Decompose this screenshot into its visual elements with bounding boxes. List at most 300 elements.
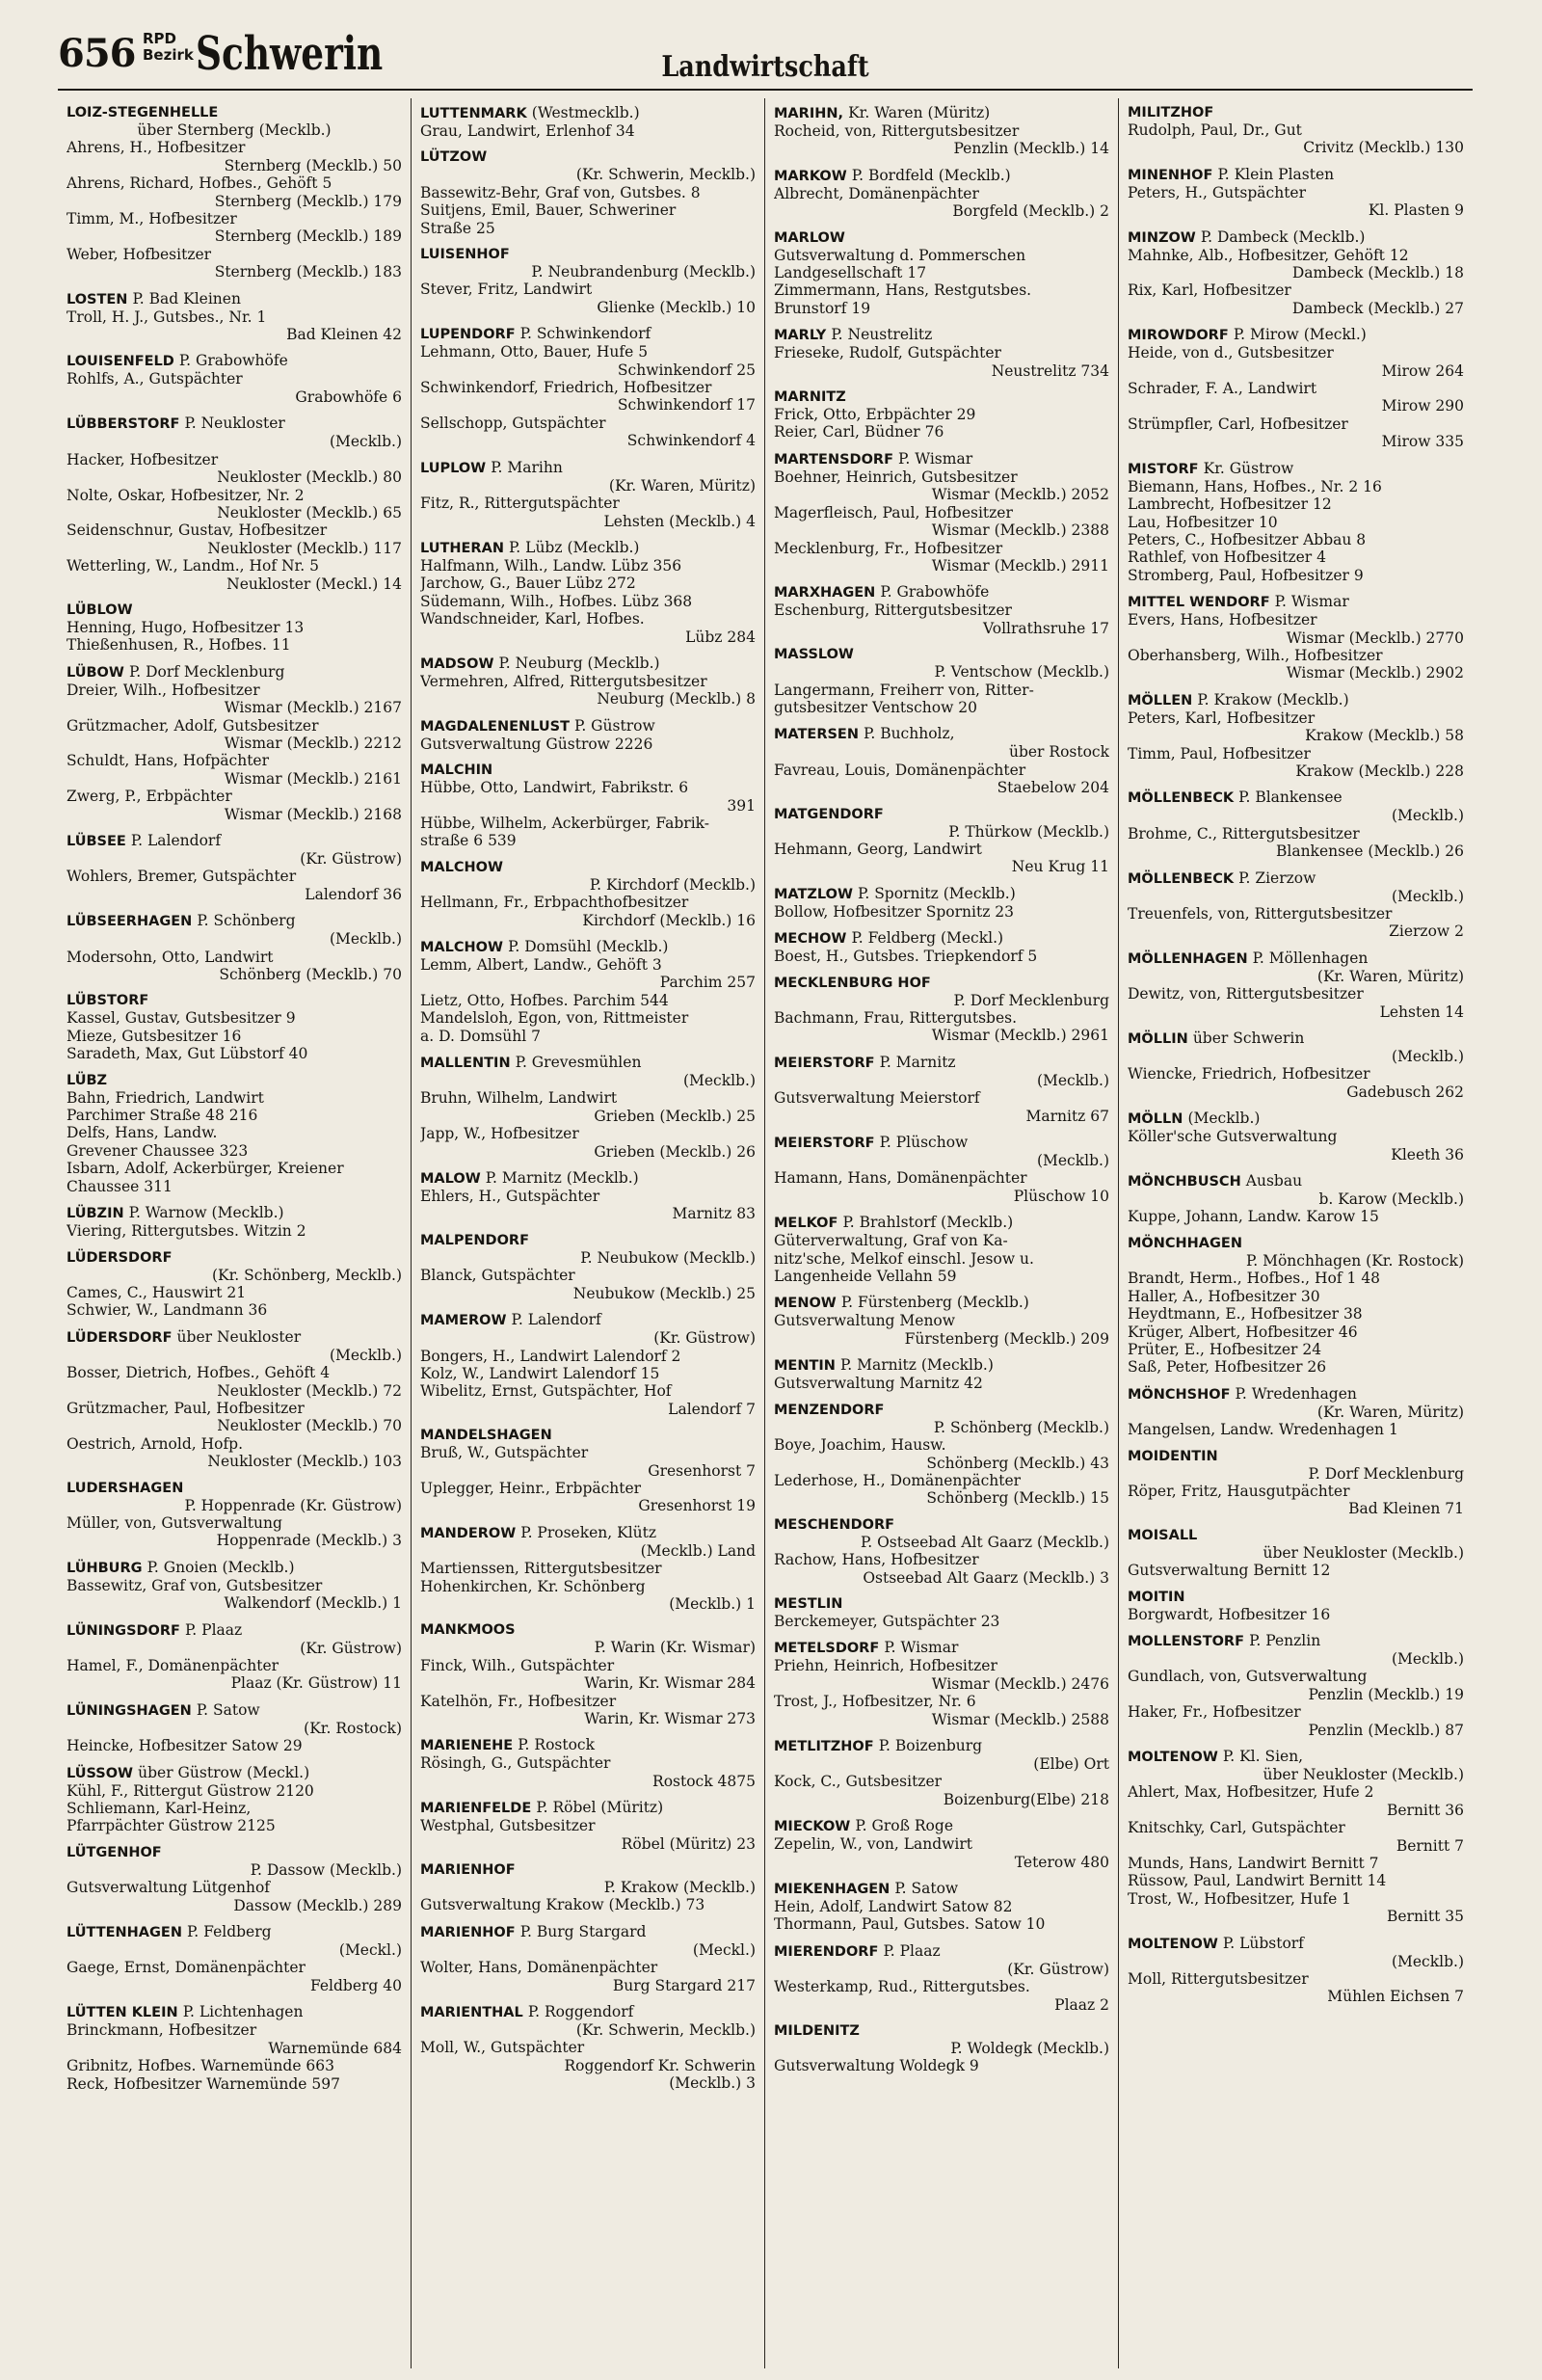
- entry-line: Wetterling, W., Landm., Hof Nr. 5: [66, 557, 319, 575]
- entry-line: Hehmann, Georg, Landwirt: [774, 840, 982, 858]
- directory-entry: [66, 1621, 402, 1693]
- directory-entry: [1128, 1172, 1464, 1226]
- post-office: P. Grabowhöfe: [880, 583, 990, 602]
- place-heading: [774, 1402, 1109, 1419]
- directory-entry: [420, 1923, 756, 1994]
- entry-line: Peters, Karl, Hofbesitzer: [1128, 709, 1316, 727]
- entry-line: Brinckmann, Hofbesitzer: [66, 2021, 257, 2040]
- directory-entry: [420, 246, 756, 316]
- entry-line: Schliemann, Karl-Heinz,: [66, 1800, 252, 1818]
- post-office: P. Feldberg: [187, 1923, 272, 1941]
- entry-line: P. Schönberg (Mecklb.): [933, 1418, 1109, 1436]
- place-heading: [774, 1054, 1109, 1072]
- place-heading: [774, 885, 1109, 903]
- entry-line: Müller, von, Gutsverwaltung: [66, 1513, 282, 1532]
- post-office: P. Fürstenberg (Mecklb.): [840, 1294, 1029, 1312]
- page-header: [58, 29, 1473, 91]
- entry-line: Penzlin (Mecklb.) 14: [953, 140, 1109, 158]
- entry-line: Grützmacher, Paul, Hofbesitzer: [66, 1399, 305, 1417]
- place-name: MARTENSDORF: [774, 451, 893, 468]
- post-office: P. Schönberg: [197, 912, 296, 930]
- directory-entry: [66, 832, 402, 903]
- entry-line: Jarchow, G., Bauer Lübz 272: [420, 575, 636, 593]
- entry-line: Marnitz 83: [672, 1205, 756, 1223]
- directory-entry: [1128, 1589, 1464, 1623]
- entry-line: Hübbe, Wilhelm, Ackerbürger, Fabrik-: [420, 814, 710, 832]
- entry-line: (Mecklb.): [1391, 1649, 1464, 1668]
- entry-line: Sellschopp, Gutspächter: [420, 414, 606, 432]
- entry-line: Lalendorf 36: [305, 885, 402, 903]
- post-office: P. Lalendorf: [130, 832, 222, 849]
- directory-entry: [1128, 1110, 1464, 1163]
- place-name: MELKOF: [774, 1216, 838, 1232]
- entry-line: Mirow 264: [1381, 361, 1464, 380]
- place-heading: [1128, 691, 1464, 709]
- entry-line: Eschenburg, Rittergutsbesitzer: [774, 602, 1012, 620]
- place-name: MENOW: [774, 1296, 837, 1312]
- entry-line: Kirchdorf (Mecklb.) 16: [582, 911, 756, 929]
- place-name: METELSDORF: [774, 1641, 880, 1657]
- place-heading: [1128, 1030, 1464, 1048]
- entry-line: Lambrecht, Hofbesitzer 12: [1128, 495, 1332, 514]
- entry-line: Schwinkendorf 17: [617, 396, 756, 414]
- entry-line: (Elbe) Ort: [1033, 1754, 1109, 1773]
- entry-line: Grau, Landwirt, Erlenhof 34: [420, 122, 635, 140]
- place-heading: [420, 762, 756, 779]
- place-heading: [66, 414, 402, 433]
- place-name: MEIERSTORF: [774, 1136, 875, 1152]
- directory-entry: [66, 414, 402, 593]
- entry-line: Oestrich, Arnold, Hofp.: [66, 1434, 244, 1453]
- place-name: MESCHENDORF: [774, 1516, 895, 1533]
- directory-entry: [66, 2003, 402, 2093]
- place-heading: [774, 806, 1109, 823]
- place-heading: [66, 1204, 402, 1222]
- entry-line: Halfmann, Wilh., Landw. Lübz 356: [420, 556, 682, 575]
- entry-line: Cames, C., Hauswirt 21: [66, 1283, 247, 1301]
- entry-line: Gutsverwaltung Meierstorf: [774, 1089, 980, 1108]
- entry-line: Lemm, Albert, Landw., Gehöft 3: [420, 956, 662, 974]
- entry-line: Finck, Wilh., Gutspächter: [420, 1656, 615, 1674]
- place-name: MARKOW: [774, 168, 847, 184]
- entry-line: Bollow, Hofbesitzer Spornitz 23: [774, 902, 1015, 921]
- post-office: P. Grabowhöfe: [178, 352, 288, 370]
- entry-line: (Kr. Rostock): [304, 1719, 402, 1737]
- entry-line: Neukloster (Mecklb.) 117: [207, 539, 402, 557]
- post-office: P. Lübz (Mecklb.): [509, 538, 640, 556]
- place-name: METLITZHOF: [774, 1738, 874, 1754]
- entry-line: Schwinkendorf 4: [626, 432, 756, 450]
- entry-line: straße 6 539: [420, 832, 517, 850]
- post-office: P. Zierzow: [1238, 869, 1316, 887]
- place-name: MOISALL: [1128, 1527, 1198, 1543]
- post-office: P. Marnitz: [879, 1053, 956, 1071]
- place-heading: [420, 459, 756, 477]
- place-name: MARIENTHAL: [420, 2005, 523, 2021]
- place-name: MARIENFELDE: [420, 1801, 532, 1817]
- directory-entry: [420, 1232, 756, 1302]
- entry-line: Neukloster (Mecklb.) 70: [217, 1417, 402, 1435]
- directory-entry: [1128, 593, 1464, 682]
- entry-line: Köller'sche Gutsverwaltung: [1128, 1128, 1338, 1146]
- entry-line: Zwerg, P., Erbpächter: [66, 788, 232, 806]
- place-heading: [774, 1595, 1109, 1613]
- place-heading: [66, 602, 402, 619]
- entry-line: Penzlin (Mecklb.) 19: [1308, 1685, 1464, 1703]
- place-heading: [774, 1737, 1109, 1755]
- entry-line: (Kr. Waren, Müritz): [1316, 967, 1464, 985]
- entry-line: Heydtmann, E., Hofbesitzer 38: [1128, 1305, 1363, 1324]
- entry-line: Parchimer Straße 48 216: [66, 1107, 258, 1125]
- entry-line: Henning, Hugo, Hofbesitzer 13: [66, 618, 305, 636]
- place-name: LÜBOW: [66, 664, 124, 681]
- entry-line: Röper, Fritz, Hausgutpächter: [1128, 1482, 1350, 1500]
- entry-line: Mandelsloh, Egon, von, Rittmeister: [420, 1009, 689, 1028]
- entry-line: Ehlers, H., Gutspächter: [420, 1188, 600, 1206]
- directory-entry: [774, 725, 1109, 796]
- entry-line: Wibelitz, Ernst, Gutspächter, Hof: [420, 1382, 672, 1401]
- post-office: Kr. Waren (Müritz): [848, 104, 991, 121]
- entry-line: Neukloster (Mecklb.) 80: [217, 468, 402, 487]
- entry-line: Gundlach, von, Gutsverwaltung: [1128, 1668, 1368, 1686]
- column-4: [1119, 98, 1473, 2368]
- place-heading: [66, 352, 402, 370]
- directory-entry: [774, 1942, 1109, 2014]
- place-name: LÜBLOW: [66, 602, 133, 618]
- entry-line: Hohenkirchen, Kr. Schönberg: [420, 1577, 646, 1595]
- entry-line: Warin, Kr. Wismar 273: [584, 1710, 756, 1727]
- place-heading: [774, 725, 1109, 743]
- entry-line: Mahnke, Alb., Hofbesitzer, Gehöft 12: [1128, 246, 1409, 264]
- place-name: LOIZ-STEGENHELLE: [66, 105, 219, 120]
- place-heading: [774, 1516, 1109, 1534]
- entry-line: (Kr. Waren, Müritz): [1316, 1403, 1464, 1421]
- entry-line: (Mecklb.): [1036, 1071, 1109, 1089]
- post-office: P. Neukloster: [184, 414, 285, 433]
- entry-line: P. Krakow (Mecklb.): [603, 1879, 756, 1897]
- entry-line: Weber, Hofbesitzer: [66, 245, 212, 263]
- place-name: MÖLLN: [1128, 1111, 1183, 1128]
- entry-line: Lehsten 14: [1379, 1003, 1464, 1021]
- place-name: LÜBBERSTORF: [66, 416, 180, 433]
- place-name: LÜSSOW: [66, 1765, 134, 1781]
- entry-line: Hein, Adolf, Landwirt Satow 82: [774, 1898, 1013, 1915]
- place-name: MECHOW: [774, 931, 847, 948]
- entry-line: Warnemünde 684: [268, 2039, 402, 2057]
- entry-line: Stever, Fritz, Landwirt: [420, 281, 593, 299]
- post-office: P. Boizenburg: [878, 1736, 983, 1754]
- post-office: P. Proseken, Klütz: [520, 1523, 657, 1541]
- place-heading: [774, 975, 1109, 992]
- entry-line: Grevener Chaussee 323: [66, 1141, 249, 1160]
- entry-line: Glienke (Mecklb.) 10: [597, 298, 756, 316]
- directory-entry: [774, 1817, 1109, 1871]
- entry-line: Sternberg (Mecklb.) 179: [214, 192, 402, 210]
- place-heading: [420, 1232, 756, 1249]
- place-name: MATZLOW: [774, 886, 853, 902]
- entry-line: Rösingh, G., Gutspächter: [420, 1754, 611, 1773]
- entry-line: P. Dorf Mecklenburg: [1308, 1464, 1464, 1483]
- column-3: [765, 98, 1119, 2368]
- entry-line: Reck, Hofbesitzer Warnemünde 597: [66, 2074, 340, 2093]
- entry-line: Kleeth 36: [1391, 1145, 1464, 1163]
- place-heading: [66, 832, 402, 850]
- directory-entry: [1128, 460, 1464, 584]
- entry-line: Rocheid, von, Rittergutsbesitzer: [774, 122, 1020, 140]
- entry-line: Zepelin, W., von, Landwirt: [774, 1835, 973, 1854]
- directory-entry: [420, 1861, 756, 1914]
- entry-line: (Mecklb.) Land: [640, 1541, 756, 1560]
- entry-line: Hamel, F., Domänenpächter: [66, 1657, 279, 1674]
- place-heading: [66, 104, 402, 121]
- post-office: P. Wismar: [1274, 593, 1349, 611]
- post-office: P. Bordfeld (Mecklb.): [851, 166, 1011, 184]
- place-name: MÖNCHBUSCH: [1128, 1174, 1241, 1190]
- entry-line: Zierzow 2: [1389, 923, 1464, 941]
- place-heading: [420, 1799, 756, 1817]
- place-heading: [420, 1311, 756, 1329]
- place-name: MASSLOW: [774, 647, 854, 663]
- directory-entry: [1128, 1448, 1464, 1518]
- entry-line: Haller, A., Hofbesitzer 30: [1128, 1287, 1320, 1305]
- entry-line: Brohme, C., Rittergutsbesitzer: [1128, 824, 1360, 842]
- entry-line: Frick, Otto, Erbpächter 29: [774, 406, 976, 424]
- entry-line: Saß, Peter, Hofbesitzer 26: [1128, 1358, 1327, 1377]
- entry-line: P. Warin (Kr. Wismar): [594, 1639, 756, 1657]
- post-office: P. Schwinkendorf: [519, 325, 651, 343]
- place-heading: [1128, 1748, 1464, 1766]
- post-office: P. Warnow (Mecklb.): [128, 1204, 284, 1222]
- entry-line: P. Ostseebad Alt Gaarz (Mecklb.): [860, 1533, 1109, 1551]
- place-heading: [66, 912, 402, 930]
- post-office: P. Klein Plasten: [1217, 165, 1335, 183]
- entry-line: Gadebusch 262: [1346, 1083, 1464, 1101]
- place-heading: [774, 104, 1109, 122]
- entry-line: Dambeck (Mecklb.) 27: [1291, 299, 1464, 317]
- entry-line: P. Mönchhagen (Kr. Rostock): [1245, 1251, 1464, 1270]
- entry-line: Wismar (Mecklb.) 2052: [931, 486, 1109, 504]
- entry-line: Langermann, Freiherr von, Ritter-: [774, 681, 1034, 699]
- place-heading: [774, 1639, 1109, 1657]
- directory-entry: [774, 104, 1109, 158]
- place-name: MISTORF: [1128, 461, 1199, 477]
- place-heading: [420, 1054, 756, 1072]
- place-heading: [1128, 949, 1464, 968]
- directory-entry: [420, 459, 756, 530]
- post-office: P. Möllenhagen: [1252, 949, 1369, 967]
- entry-line: Haker, Fr., Hofbesitzer: [1128, 1703, 1301, 1722]
- entry-line: Grützmacher, Adolf, Gutsbesitzer: [66, 716, 319, 735]
- place-name: MILDENITZ: [774, 2023, 860, 2040]
- directory-entry: [1128, 1030, 1464, 1101]
- entry-line: (Mecklb.): [682, 1072, 756, 1090]
- directory-entry: [66, 1559, 402, 1613]
- entry-line: Kühl, F., Rittergut Güstrow 2120: [66, 1781, 314, 1800]
- place-name: LÜHBURG: [66, 1560, 143, 1576]
- place-heading: [774, 1214, 1109, 1232]
- entry-line: Gutsverwaltung Krakow (Mecklb.) 73: [420, 1896, 705, 1914]
- directory-entry: [420, 1311, 756, 1418]
- entry-line: Modersohn, Otto, Landwirt: [66, 948, 274, 966]
- directory-entry: [1128, 789, 1464, 860]
- entry-line: (Mecklb.): [1036, 1152, 1109, 1170]
- directory-entry: [420, 539, 756, 646]
- entry-line: Hoppenrade (Mecklb.) 3: [216, 1532, 402, 1550]
- entry-line: Brandt, Herm., Hofbes., Hof 1 48: [1128, 1270, 1381, 1288]
- place-heading: [1128, 1589, 1464, 1606]
- entry-line: b. Karow (Mecklb.): [1318, 1190, 1464, 1209]
- place-heading: [66, 1328, 402, 1347]
- entry-line: Prüter, E., Hofbesitzer 24: [1128, 1340, 1322, 1358]
- post-office: P. Rostock: [518, 1736, 595, 1754]
- entry-line: Moll, W., Gutspächter: [420, 2039, 585, 2057]
- entry-line: Wismar (Mecklb.) 2476: [931, 1674, 1109, 1693]
- entry-line: Bad Kleinen 42: [286, 326, 402, 344]
- post-office: über Schwerin: [1192, 1030, 1305, 1048]
- entry-line: Bad Kleinen 71: [1348, 1500, 1464, 1518]
- entry-line: Saradeth, Max, Gut Lübstorf 40: [66, 1045, 308, 1063]
- entry-line: Wolter, Hans, Domänenpächter: [420, 1959, 658, 1977]
- entry-line: Japp, W., Hofbesitzer: [420, 1125, 579, 1143]
- place-name: MANDELSHAGEN: [420, 1428, 552, 1444]
- entry-line: (Kr. Güstrow): [300, 850, 402, 868]
- place-heading: [66, 1621, 402, 1640]
- place-name: LÜDERSDORF: [66, 1249, 173, 1266]
- post-office: P. Wismar: [884, 1639, 959, 1657]
- entry-line: über Rostock: [1008, 743, 1109, 762]
- place-name: MENZENDORF: [774, 1402, 885, 1418]
- entry-line: Wohlers, Bremer, Gutspächter: [66, 868, 297, 886]
- entry-line: Treuenfels, von, Rittergutsbesitzer: [1128, 905, 1393, 923]
- post-office: (Westmecklb.): [531, 104, 640, 121]
- entry-line: Kassel, Gustav, Gutsbesitzer 9: [66, 1009, 296, 1028]
- entry-line: Evers, Hans, Hofbesitzer: [1128, 611, 1317, 629]
- entry-line: Albrecht, Domänenpächter: [774, 184, 979, 202]
- entry-line: Rachow, Hans, Hofbesitzer: [774, 1551, 979, 1569]
- entry-line: (Kr. Schönberg, Mecklb.): [211, 1266, 402, 1284]
- post-office: P. Wredenhagen: [1235, 1384, 1357, 1403]
- directory-entry: [774, 450, 1109, 575]
- place-heading: [1128, 228, 1464, 247]
- entry-line: Marnitz 67: [1025, 1107, 1109, 1125]
- directory-entry: [66, 1844, 402, 1914]
- place-name: MINZOW: [1128, 229, 1196, 246]
- entry-line: (Kr. Schwerin, Mecklb.): [575, 166, 756, 184]
- entry-line: Bruhn, Wilhelm, Landwirt: [420, 1089, 618, 1108]
- entry-line: Neukloster (Mecklb.) 65: [217, 503, 402, 521]
- place-name: MIECKOW: [774, 1819, 851, 1835]
- directory-entry: [774, 583, 1109, 637]
- place-name: MÖLLENBECK: [1128, 870, 1235, 887]
- entry-line: P. Neubrandenburg (Mecklb.): [531, 263, 756, 281]
- post-office: P. Burg Stargard: [519, 1922, 647, 1940]
- entry-line: Bosser, Dietrich, Hofbes., Gehöft 4: [66, 1364, 331, 1382]
- directory-entry: [1128, 1935, 1464, 2006]
- entry-line: Vermehren, Alfred, Rittergutsbesitzer: [420, 672, 707, 690]
- directory-entry: [774, 885, 1109, 921]
- post-office: P. Lübstorf: [1222, 1934, 1304, 1952]
- place-name: MÖLLENHAGEN: [1128, 950, 1248, 967]
- place-name: LÜTTEN KLEIN: [66, 2005, 178, 2021]
- entry-line: Priehn, Heinrich, Hofbesitzer: [774, 1657, 997, 1675]
- entry-line: Stromberg, Paul, Hofbesitzer 9: [1128, 566, 1364, 584]
- entry-line: Boest, H., Gutsbes. Triepkendorf 5: [774, 948, 1038, 966]
- entry-line: Rudolph, Paul, Dr., Gut: [1128, 121, 1302, 139]
- entry-line: Wismar (Mecklb.) 2588: [931, 1710, 1109, 1728]
- entry-line: Neukloster (Mecklb.) 72: [217, 1381, 402, 1400]
- place-name: MENTIN: [774, 1358, 836, 1375]
- place-heading: [774, 583, 1109, 602]
- post-office: P. Marihn: [491, 458, 563, 476]
- entry-line: P. Woldegk (Mecklb.): [950, 2040, 1109, 2058]
- entry-line: Lalendorf 7: [668, 1400, 756, 1418]
- entry-line: Seidenschnur, Gustav, Hofbesitzer: [66, 521, 328, 540]
- place-heading: [774, 646, 1109, 663]
- post-office: P. Lichtenhagen: [182, 2003, 304, 2021]
- directory-entry: [774, 1054, 1109, 1125]
- bezirk-label: Bezirk: [143, 46, 194, 64]
- entry-line: Hellmann, Fr., Erbpachthofbesitzer: [420, 894, 689, 912]
- entry-line: Grieben (Mecklb.) 26: [594, 1142, 756, 1161]
- directory-entry: [1128, 1235, 1464, 1377]
- directory-entry: [420, 762, 756, 850]
- entry-line: Grieben (Mecklb.) 25: [594, 1107, 756, 1125]
- entry-line: P. Dorf Mecklenburg: [953, 991, 1109, 1009]
- entry-line: Neukloster (Meckl.) 14: [226, 575, 402, 593]
- directory-entry: [774, 1356, 1109, 1392]
- entry-line: (Meckl.): [692, 1940, 756, 1959]
- entry-line: Peters, C., Hofbesitzer Abbau 8: [1128, 530, 1367, 548]
- place-name: LUDERSHAGEN: [66, 1480, 184, 1496]
- entry-line: Uplegger, Heinr., Erbpächter: [420, 1479, 642, 1497]
- entry-line: Kolz, W., Landwirt Lalendorf 15: [420, 1364, 660, 1382]
- entry-line: Wismar (Mecklb.) 2770: [1286, 628, 1464, 647]
- entry-line: Sternberg (Mecklb.) 50: [224, 156, 402, 174]
- entry-line: Biemann, Hans, Hofbes., Nr. 2 16: [1128, 477, 1382, 495]
- post-office: P. Satow: [894, 1880, 959, 1897]
- entry-line: Rix, Karl, Hofbesitzer: [1128, 281, 1291, 300]
- entry-line: Gutsverwaltung Menow: [774, 1312, 956, 1330]
- entry-line: Bernitt 36: [1386, 1801, 1464, 1819]
- place-name: LOUISENFELD: [66, 354, 174, 370]
- post-office: P. Plaaz: [185, 1620, 243, 1639]
- directory-entry: [420, 1736, 756, 1790]
- post-office: P. Blankensee: [1238, 789, 1343, 807]
- post-office: P. Marnitz (Mecklb.): [485, 1169, 639, 1188]
- place-name: MANKMOOS: [420, 1622, 516, 1639]
- page-number: 656: [58, 31, 136, 76]
- entry-line: Wandschneider, Karl, Hofbes.: [420, 610, 645, 628]
- entry-line: (Mecklb.): [1391, 887, 1464, 905]
- place-name: MALCHOW: [420, 859, 503, 875]
- entry-line: Crivitz (Mecklb.) 130: [1303, 139, 1464, 157]
- entry-line: Kl. Plasten 9: [1368, 201, 1464, 220]
- directory-entry: [774, 1516, 1109, 1587]
- place-name: LÜTGENHOF: [66, 1844, 162, 1860]
- place-name: MÖLLIN: [1128, 1031, 1188, 1048]
- place-heading: [66, 1844, 402, 1861]
- post-office: P. Gnoien (Mecklb.): [146, 1558, 295, 1576]
- post-office: P. Bad Kleinen: [132, 289, 241, 308]
- place-name: MÖLLENBECK: [1128, 790, 1235, 807]
- entry-line: Fürstenberg (Mecklb.) 209: [904, 1329, 1109, 1348]
- place-name: LÜBSTORF: [66, 993, 149, 1009]
- place-name: MILITZHOF: [1128, 105, 1214, 120]
- entry-line: Rostock 4875: [652, 1772, 756, 1790]
- directory-entry: [774, 1639, 1109, 1728]
- entry-line: (Mecklb.): [329, 1346, 402, 1364]
- directory-entry: [66, 104, 402, 281]
